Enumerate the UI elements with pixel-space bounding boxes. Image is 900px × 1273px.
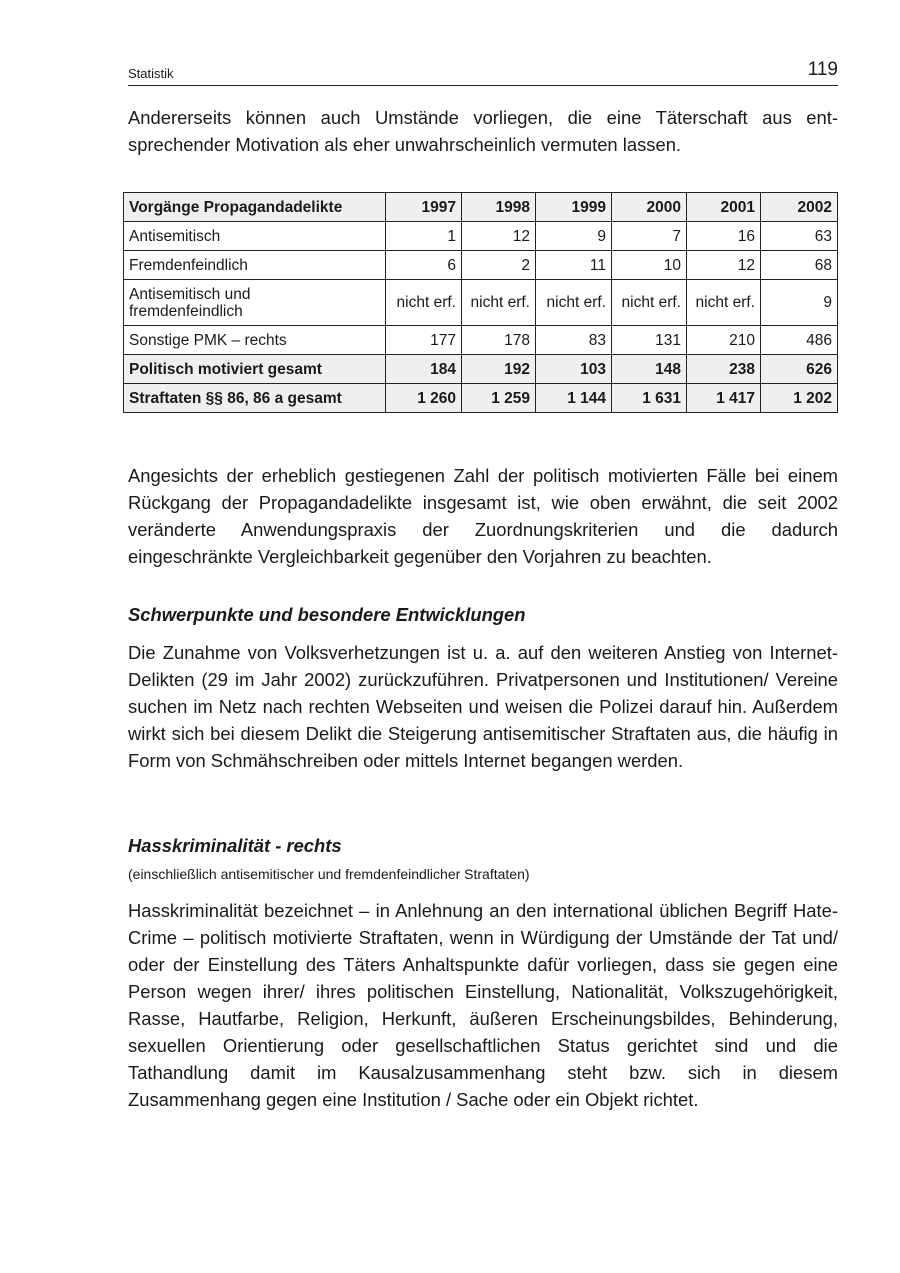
hate-crime-subnote: (einschließlich antisemitischer und fremdenfeindlicher Straftaten) (128, 866, 530, 882)
column-header: Vorgänge Propagandadelikte (124, 193, 386, 222)
table-cell: 12 (462, 222, 536, 251)
table-cell: 10 (612, 251, 687, 280)
table-cell: 184 (386, 355, 462, 384)
table-header-row (124, 193, 838, 222)
table-cell: 16 (687, 222, 761, 251)
table-row (124, 222, 838, 251)
table-cell: 178 (462, 326, 536, 355)
table-cell: 2 (462, 251, 536, 280)
row-label: Antisemitisch (124, 222, 386, 251)
table-cell: nicht erf. (687, 280, 761, 326)
row-label-line: Antisemitisch und (129, 285, 251, 303)
row-label: Politisch motiviert gesamt (124, 355, 386, 384)
focus-heading: Schwerpunkte und besondere Entwicklungen (128, 604, 526, 625)
table-cell: 9 (761, 280, 838, 326)
column-header: 1997 (386, 193, 462, 222)
column-header: 1998 (462, 193, 536, 222)
column-header: 2001 (687, 193, 761, 222)
row-label: Fremdenfeindlich (124, 251, 386, 280)
table-cell: 1 144 (536, 384, 612, 413)
section-title: Statistik (128, 66, 174, 81)
table-row (124, 326, 838, 355)
propaganda-offences-table (123, 192, 838, 413)
table-row (124, 251, 838, 280)
intro-paragraph: Andererseits können auch Umstände vorliegen, die eine Täterschaft aus entsprechender Motivation als eher unwahrscheinlich vermuten lassen. (128, 107, 838, 155)
row-label-line: fremdenfeindlich (129, 302, 243, 320)
column-header: 1999 (536, 193, 612, 222)
table-cell: 11 (536, 251, 612, 280)
hate-crime-paragraph: Hasskriminalität bezeichnet – in Anlehnung an den international üblichen Begriff Hate-Crime – politisch motivierte Straftaten, wenn in Würdigung der Umstände der Tat und/ oder der Einstellung des Täters Anhaltspunkte dafür vorliegen, dass sie gegen eine Person wegen ihrer/ ihres politischen Einstellung, Nationalität, Volkszugehörigkeit, Rasse, Hautfarbe, Religion, Herkunft, äußeren Erscheinungsbildes, Behinderung, sexuellen Orientierung oder gesellschaftlichen Status gerichtet sind und die Tathandlung damit im Kausalzusammenhang steht bzw. sich in diesem Zusammenhang gegen eine Institution / Sache oder ein Objekt richtet. (128, 900, 838, 1110)
column-header: 2000 (612, 193, 687, 222)
comparability-note-paragraph: Angesichts der erheblich gestiegenen Zahl der politisch motivierten Fälle bei einem Rückgang der Propagandadelikte insgesamt ist, wie oben erwähnt, die seit 2002 veränderte Anwendungspraxis der Zuordnungskriterien und die dadurch eingeschränkte Vergleichbarkeit gegenüber den Vorjahren zu beachten. (128, 465, 838, 567)
table-cell: 1 259 (462, 384, 536, 413)
table-cell: 1 417 (687, 384, 761, 413)
table-total-row (124, 384, 838, 413)
table-cell: 148 (612, 355, 687, 384)
table-cell: nicht erf. (386, 280, 462, 326)
table-cell: 9 (536, 222, 612, 251)
table-cell: 238 (687, 355, 761, 384)
table-cell: 7 (612, 222, 687, 251)
focus-paragraph: Die Zunahme von Volksverhetzungen ist u. a. auf den weiteren Anstieg von Internet-Delikten (29 im Jahr 2002) zurückzuführen. Privatpersonen und Institutionen/ Vereine suchen im Netz nach rechten Webseiten und weisen die Polizei darauf hin. Außerdem wirkt sich bei diesem Delikt die Steigerung antisemitischer Straftaten aus, die häufig in Form von Schmähschreiben oder mittels Internet begangen werden. (128, 642, 838, 771)
table-cell: 103 (536, 355, 612, 384)
row-label (124, 280, 386, 326)
row-label: Straftaten §§ 86, 86 a gesamt (124, 384, 386, 413)
column-header: 2002 (761, 193, 838, 222)
table-cell: nicht erf. (536, 280, 612, 326)
table-total-row (124, 355, 838, 384)
table-cell: 1 631 (612, 384, 687, 413)
table-cell: 6 (386, 251, 462, 280)
table-cell: nicht erf. (612, 280, 687, 326)
hate-crime-heading: Hasskriminalität - rechts (128, 835, 342, 856)
table-row (124, 280, 838, 326)
table-cell: 1 260 (386, 384, 462, 413)
table-cell: 486 (761, 326, 838, 355)
table-cell: 210 (687, 326, 761, 355)
table-cell: 1 (386, 222, 462, 251)
table-cell: 12 (687, 251, 761, 280)
table-cell: 1 202 (761, 384, 838, 413)
row-label: Sonstige PMK – rechts (124, 326, 386, 355)
table-cell: 83 (536, 326, 612, 355)
table-cell: 626 (761, 355, 838, 384)
table-cell: 192 (462, 355, 536, 384)
table-cell: 177 (386, 326, 462, 355)
table-cell: 63 (761, 222, 838, 251)
page-number: 119 (807, 59, 838, 80)
table-cell: nicht erf. (462, 280, 536, 326)
table-cell: 131 (612, 326, 687, 355)
table-cell: 68 (761, 251, 838, 280)
running-header (128, 60, 838, 86)
